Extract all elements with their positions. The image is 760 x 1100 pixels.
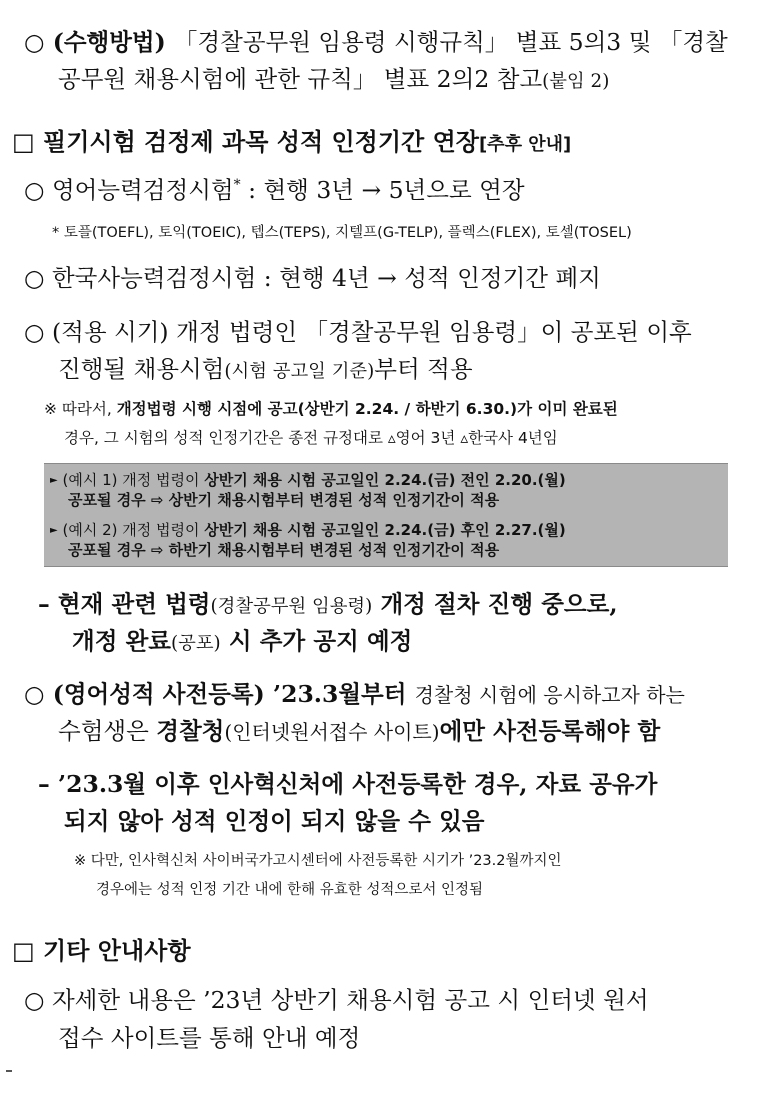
attachment-note: (붙임 2) xyxy=(542,71,610,92)
example-1-line-2: 공포될 경우 ⇨ 상반기 채용시험부터 변경된 성적 인정기간이 적용 xyxy=(68,491,500,509)
apply-line-1: ○ (적용 시기) 개정 법령인 「경찰공무원 임용령」이 공포된 이후 xyxy=(24,318,692,346)
after-march-line-1: – ’23.3월 이후 인사혁신처에 사전등록한 경우, 자료 공유가 xyxy=(38,770,658,798)
note-line-1: ※ 따라서, 개정법령 시행 시점에 공고(상반기 2.24. / 하반기 6.30.)가 이미 완료된 xyxy=(44,400,618,418)
example-1-line-1: ► (예시 1) 개정 법령이 상반기 채용 시험 공고일인 2.24.(금) 전인 2.20.(월) xyxy=(50,471,566,489)
method-line-2: 공무원 채용시험에 관한 규칙」 별표 2의2 참고(붙임 2) xyxy=(58,65,610,93)
exception-note-line-2: 경우에는 성적 인정 기간 내에 한해 유효한 성적으로서 인정됨 xyxy=(96,882,484,898)
after-march-line-2: 되지 않아 성적 인정이 되지 않을 수 있음 xyxy=(64,807,485,835)
method-text: 「경찰공무원 임용령 시행규칙」 별표 5의3 및 「경찰 xyxy=(173,28,728,56)
triangle-bullet-icon: ► xyxy=(50,475,58,486)
circle-bullet: ○ xyxy=(24,264,45,292)
law-line-2: 개정 완료(공포) 시 추가 공지 예정 xyxy=(72,627,413,655)
prereg-line-2: 수험생은 경찰청(인터넷원서접수 사이트)에만 사전등록해야 함 xyxy=(58,717,661,745)
method-line-1 xyxy=(24,28,728,56)
heading-note: [추후 안내] xyxy=(478,134,572,155)
example-2-line-2: 공포될 경우 ⇨ 하반기 채용시험부터 변경된 성적 인정기간이 적용 xyxy=(68,541,500,559)
circle-bullet: ○ xyxy=(24,986,45,1014)
circle-bullet: ○ xyxy=(24,680,45,708)
prereg-line-1: ○ (영어성적 사전등록) ’23.3월부터 경찰청 시험에 응시하고자 하는 xyxy=(24,680,685,708)
details-line-1: ○ 자세한 내용은 ’23년 상반기 채용시험 공고 시 인터넷 원서 xyxy=(24,986,649,1014)
reference-mark: ※ xyxy=(44,400,62,418)
scan-mark xyxy=(6,1070,12,1072)
example-box xyxy=(44,463,728,567)
history-test-line: ○ 한국사능력검정시험 : 현행 4년 → 성적 인정기간 폐지 xyxy=(24,264,601,292)
square-bullet: □ xyxy=(12,937,35,965)
law-line-1: – 현재 관련 법령(경찰공무원 임용령) 개정 절차 진행 중으로, xyxy=(38,590,618,618)
heading-text: 필기시험 검정제 과목 성적 인정기간 연장 xyxy=(34,128,479,156)
section-heading-extension xyxy=(12,128,571,157)
english-tests-footnote: * 토플(TOEFL), 토익(TOEIC), 텝스(TEPS), 지텔프(G-TELP), 플렉스(FLEX), 토셀(TOSEL) xyxy=(52,225,632,241)
details-line-2: 접수 사이트를 통해 안내 예정 xyxy=(58,1024,361,1052)
square-bullet: □ xyxy=(12,128,35,156)
circle-bullet: ○ xyxy=(24,176,45,204)
dash-bullet: – xyxy=(38,590,50,618)
section-heading-other xyxy=(12,937,191,966)
heading-text: 기타 안내사항 xyxy=(34,937,191,965)
triangle-bullet-icon: ► xyxy=(50,525,58,536)
english-test-line: ○ 영어능력검정시험* : 현행 3년 → 5년으로 연장 xyxy=(24,176,525,204)
footnote-star: * xyxy=(233,177,241,194)
reference-mark: ※ xyxy=(74,853,91,869)
example-2-line-1: ► (예시 2) 개정 법령이 상반기 채용 시험 공고일인 2.24.(금) 후인 2.27.(월) xyxy=(50,521,566,539)
method-label: (수행방법) xyxy=(44,28,174,56)
note-line-2: 경우, 그 시험의 성적 인정기간은 종전 규정대로 ▵영어 3년 ▵한국사 4년임 xyxy=(64,429,558,447)
circle-bullet: ○ xyxy=(24,318,45,346)
circle-bullet: ○ xyxy=(24,28,45,56)
dash-bullet: – xyxy=(38,770,50,798)
apply-line-2: 진행될 채용시험(시험 공고일 기준)부터 적용 xyxy=(58,355,473,383)
exception-note-line-1: ※ 다만, 인사혁신처 사이버국가고시센터에 사전등록한 시기가 ’23.2월까지인 xyxy=(74,853,562,869)
